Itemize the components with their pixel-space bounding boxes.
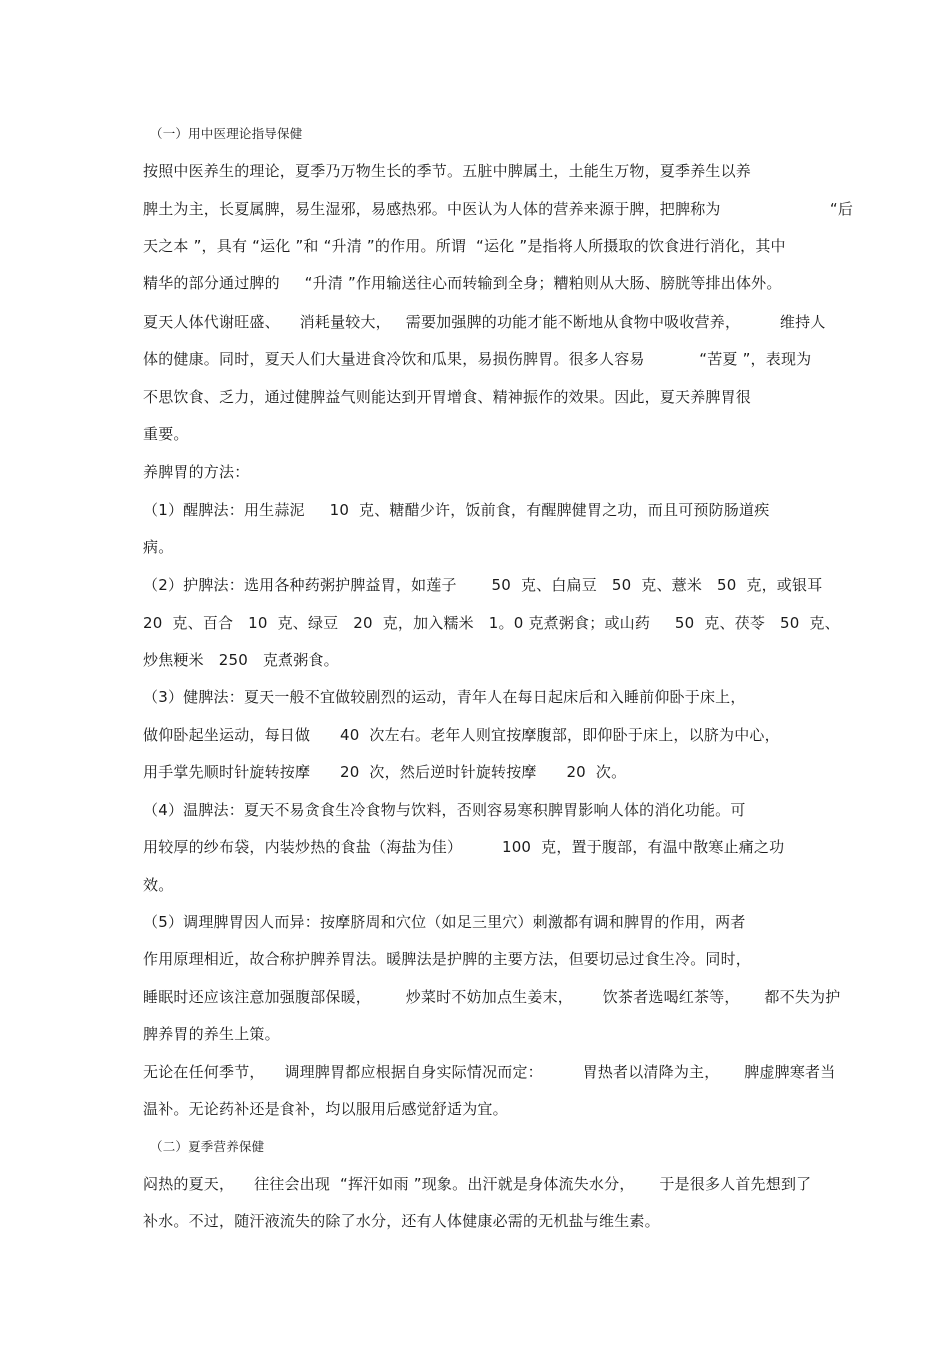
- subheading-line: 养脾胃的方法：: [143, 463, 250, 481]
- list-item-line: 作用原理相近，故合称护脾养胃法。暖脾法是护脾的主要方法，但要切忌过食生冷。同时，: [143, 950, 752, 968]
- list-item-line: （2）护脾法：选用各种药粥护脾益胃，如莲子 50 克、白扁豆 50 克、薏米 50 克，或银耳: [143, 576, 823, 594]
- list-item-line: （1）醒脾法：用生蒜泥 10 克、糖醋少许，饭前食，有醒脾健胃之功，而且可预防肠道疾: [143, 501, 770, 519]
- paragraph-line: 不思饮食、乏力，通过健脾益气则能达到开胃增食、精神振作的效果。因此，夏天养脾胃很: [143, 388, 752, 406]
- section-heading: （二）夏季营养保健: [150, 1139, 265, 1154]
- paragraph-line: 重要。: [143, 425, 189, 443]
- list-item-line: 做仰卧起坐运动，每日做 40 次左右。老年人则宜按摩腹部，即仰卧于床上，以脐为中心，: [143, 726, 780, 744]
- paragraph-line: 精华的部分通过脾的 “升清 ”作用输送往心而转输到全身；糟粕则从大肠、膀胱等排出体外。: [143, 274, 782, 292]
- paragraph-line: 补水。不过，随汗液流失的除了水分，还有人体健康必需的无机盐与维生素。: [143, 1212, 660, 1230]
- list-item-line: 用较厚的纱布袋，内装炒热的食盐（海盐为佳） 100 克，置于腹部，有温中散寒止痛之功: [143, 838, 785, 856]
- list-item-line: （4）温脾法：夏天不易贪食生冷食物与饮料，否则容易寒积脾胃影响人体的消化功能。可: [143, 801, 746, 819]
- paragraph-line: 天之本 ”，具有 “运化 ”和 “升清 ”的作用。所谓 “运化 ”是指将人所摄取的饮食进行消化，其中: [143, 237, 786, 255]
- list-item-line: 脾养胃的养生上策。: [143, 1025, 280, 1043]
- paragraph-line: 无论在任何季节， 调理脾胃都应根据自身实际情况而定： 胃热者以清降为主， 脾虚脾寒者当: [143, 1063, 836, 1081]
- paragraph-line: 按照中医养生的理论，夏季乃万物生长的季节。五脏中脾属土，土能生万物，夏季养生以养: [143, 162, 752, 180]
- paragraph-line: 夏天人体代谢旺盛、 消耗量较大， 需要加强脾的功能才能不断地从食物中吸收营养， 维持人: [143, 313, 826, 331]
- paragraph-line: 脾土为主，长夏属脾，易生湿邪，易感热邪。中医认为人体的营养来源于脾，把脾称为 “后: [143, 200, 854, 218]
- section-heading: （一）用中医理论指导保健: [150, 126, 303, 141]
- list-item-line: 睡眠时还应该注意加强腹部保暖， 炒菜时不妨加点生姜末， 饮茶者选喝红茶等， 都不失为护: [143, 988, 841, 1006]
- list-item-line: 用手掌先顺时针旋转按摩 20 次，然后逆时针旋转按摩 20 次。: [143, 763, 627, 781]
- list-item-line: 20 克、百合 10 克、绿豆 20 克，加入糯米 1。0 克煮粥食；或山药 50 克、茯苓 50 克、: [143, 614, 840, 632]
- list-item-line: 病。: [143, 538, 174, 556]
- paragraph-line: 闷热的夏天， 往往会出现 “挥汗如雨 ”现象。出汗就是身体流失水分， 于是很多人首先想到了: [143, 1175, 812, 1193]
- paragraph-line: 温补。无论药补还是食补，均以服用后感觉舒适为宜。: [143, 1100, 508, 1118]
- list-item-line: 炒焦粳米 250 克煮粥食。: [143, 651, 339, 669]
- list-item-line: （3）健脾法：夏天一般不宜做较剧烈的运动，青年人在每日起床后和入睡前仰卧于床上，: [143, 688, 746, 706]
- list-item-line: （5）调理脾胃因人而异：按摩脐周和穴位（如足三里穴）刺激都有调和脾胃的作用，两者: [143, 913, 746, 931]
- paragraph-line: 体的健康。同时，夏天人们大量进食冷饮和瓜果，易损伤脾胃。很多人容易 “苦夏 ”，表现为: [143, 350, 812, 368]
- list-item-line: 效。: [143, 876, 174, 894]
